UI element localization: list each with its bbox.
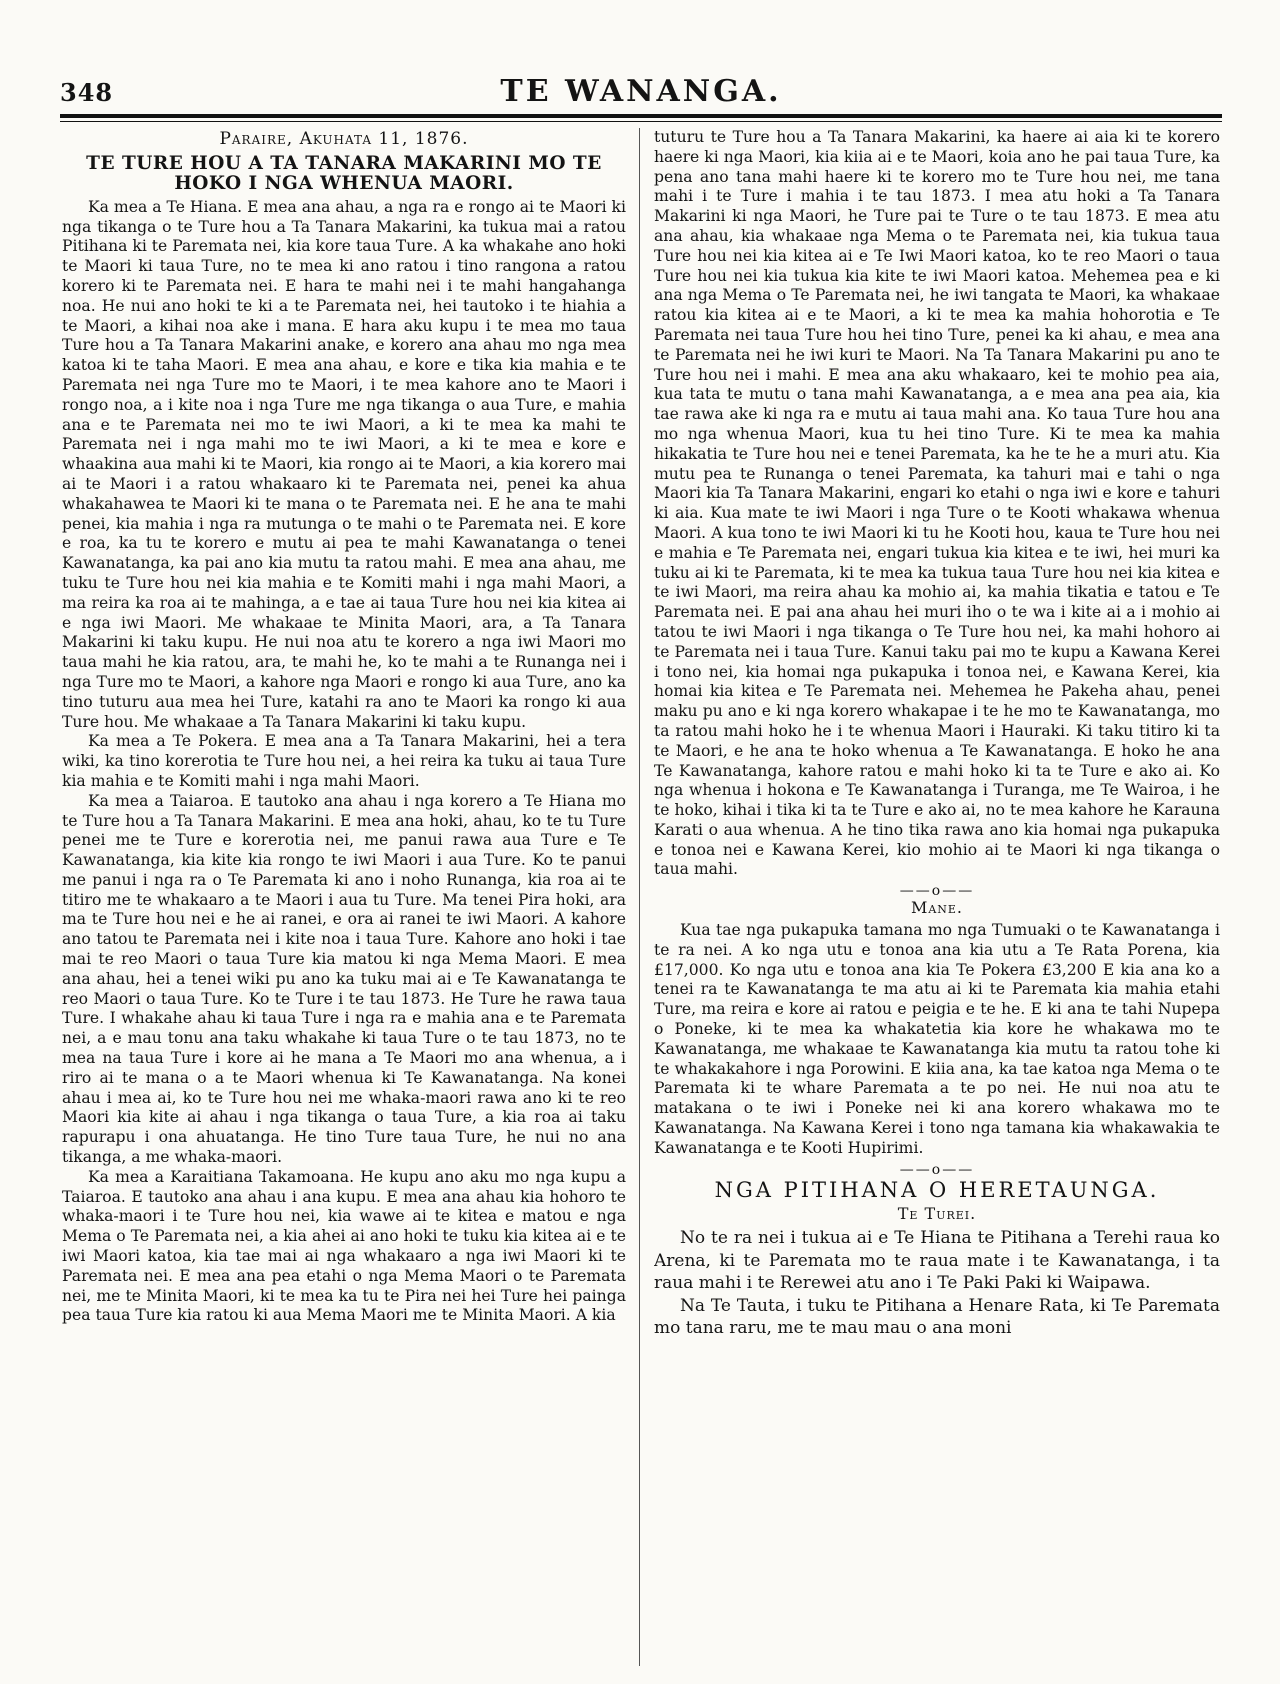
- mane-paragraph: Kua tae nga pukapuka tamana mo nga Tumuaki o te Kawanatanga i te ra nei. A ko nga utu e tonoa ana kia utu a Te Rata Porena, kia £17,000. Ko nga utu e tonoa ana kia Te Pokera £3,200 E kia ana ko a tenei ra te Kawanatanga te ma atu ai ki te Paremata kia mahia etahi Ture, ma reira e kore ai ratou e peigia e te he. E ki ana te tahi Nupepa o Poneke, ki te mea ka whakatetia kia kore he whakawa mo te Kawanatanga, me whakaae te Kawanatanga kia mutu ta ratou tohe ki te whakakahore i nga Porowini. E kiia ana, ka tae katoa nga Mema o te Paremata ki te whare Paremata a te po nei. He nui noa atu te matakana o te iwi i Poneke nei ki ana korero whakawa mo te Kawanatanga. Na Kawana Kerei i tono nga tamana kia whakawakia te Kawanatanga e te Kooti Hupirimi.: [654, 921, 1220, 1157]
- section-separator: ——o——: [899, 883, 975, 900]
- section-heading-pitihana: NGA PITIHANA O HERETAUNGA.: [714, 1177, 1160, 1202]
- page-number: 348: [60, 78, 114, 107]
- article-paragraph: Ka mea a Taiaroa. E tautoko ana ahau i nga korero a Te Hiana mo te Ture hou a Ta Tanara Makarini. E mea ana hoki, ahau, ko te tu Ture penei me te Ture e korerotia nei, me panui rawa aua Ture e Te Kawanatanga, kia kite kia rongo te iwi Maori i aua Ture. Ko te panui me panui i nga ra o Te Paremata ki ano i noho Runanga, kia roa ai te titiro me te whakaaro a te Maori i aua tu Ture. Ma tenei Pira hoki, ara ma te Ture hou nei e he ai ranei, e ora ai ranei te iwi Maori. A kahore ano tatou te Paremata nei i kite noa i taua Ture. Kahore ano hoki i tae mai te reo Maori o taua Ture kia matou ki nga Mema Maori. E mea ana ahau, hei a tenei wiki pu ano ka tuku mai ai e Te Kawanatanga te reo Maori o taua Ture. Ko te Ture i te tau 1873. He Ture he rawa taua Ture. I whakahe ahau ki taua Ture i nga ra e mahia ana e te Paremata nei, a e mau tonu ana taku whakahe ki taua Ture o te tau 1873, no te mea na taua Ture i kore ai he mana a Te Maori mo ana whenua, a i riro ai te mana o a te Maori whenua ki Te Kawanatanga. Na konei ahau i mea ai, ko te Ture hou nei me whaka-maori rawa ano ki te reo Maori kia kite ai ahau i nga tikanga o taua Ture, a kia roa ai taku rapurapu i ona ahuatanga. He tino Ture taua Ture, he nui no ana tikanga, a me whaka-maori.: [62, 791, 626, 1167]
- section-subheading: Te Turei.: [897, 1204, 977, 1224]
- article-paragraph: Ka mea a Te Pokera. E mea ana a Ta Tanara Makarini, hei a tera wiki, ka tino korerotia te Ture hou nei, a hei reira ka tuku ai taua Ture kia mahia e te Komiti mahi i nga mahi Maori.: [62, 732, 626, 790]
- section-separator: ——o——: [899, 1161, 975, 1178]
- masthead: [60, 70, 1222, 110]
- right-column: [654, 128, 1220, 1668]
- header-rule-thin: [60, 121, 1222, 122]
- section-heading-mane: Mane.: [910, 898, 964, 918]
- newspaper-title: TE WANANGA.: [500, 74, 782, 109]
- column-divider: [639, 128, 640, 1666]
- article-paragraph: Ka mea a Karaitiana Takamoana. He kupu ano aku mo nga kupu a Taiaroa. E tautoko ana ahau i ana kupu. E mea ana ahau kia hohoro te whaka-maori i te Ture hou nei, kia wawe ai te kitea e matou e nga Mema o Te Paremata nei, a kia ahei ai ano hoki te tuku kia kitea ai e te iwi Maori katoa, kia tae mai ai nga whakaaro a nga iwi Maori ki te Paremata nei. E mea ana pea etahi o nga Mema Maori o te Paremata nei, me te Minita Maori, ki te mea ka tu te Pira nei hei Ture hei painga pea taua Ture kia ratou ki aua Mema Maori me te Minita Maori. A kia: [62, 1167, 626, 1325]
- dateline: Paraire, Akuhata 11, 1876.: [219, 129, 469, 149]
- pitihana-paragraph: No te ra nei i tukua ai e Te Hiana te Pitihana a Terehi raua ko Arena, ki te Paremata mo te raua mate i te Kawanatanga, i ta raua mahi i te Rerewei atu ano i Te Paki Paki ki Waipawa.: [654, 1228, 1220, 1294]
- pitihana-paragraph: Na Te Tauta, i tuku te Pitihana a Henare Rata, ki Te Paremata mo tana raru, me te mau mau o ana moni: [654, 1295, 1220, 1339]
- header-rule-thick: [60, 114, 1222, 118]
- article-paragraph: tuturu te Ture hou a Ta Tanara Makarini, ka haere ai aia ki te korero haere ki nga Maori, kia kiia ai e te Maori, koia ano he pai taua Ture, ka pena ano tana mahi haere ki te korero mo te Ture hou nei, me tana mahi i te Ture i mahia i te tau 1873. I mea atu hoki a Ta Tanara Makarini ki nga Maori, he Ture pai te Ture o te tau 1873. E mea atu ana ahau, kia whakaae nga Mema o te Paremata nei, kia tukua taua Ture hou nei kia kitea ai e Te Iwi Maori katoa, ko te reo Maori o taua Ture hou nei kia tukua kia kite te iwi Maori katoa. Mehemea pea e ki ana nga Mema o Te Paremata nei, he iwi tangata te Maori, ka whakaae ratou kia kitea ai e te Maori, a ki te mea ka mahia hohorotia e Te Paremata nei taua Ture hou hei tino Ture, penei ka ki ahau, e mea ana te Paremata nei he iwi kuri te Maori. Na Ta Tanara Makarini pu ano te Ture hou nei i mahi. E mea ana aku whakaaro, kei te mohio pea aia, kua tata te mutu o tana mahi Kawanatanga, a e mea ana pea aia, kia tae rawa ake ki nga ra e mutu ai taua mahi ana. Ko taua Ture hou ana mo nga whenua Maori, kua tu hei tino Ture. Ki te mea ka mahia hikakatia te Ture hou nei e tenei Paremata, ka he te he a muri atu. Kia mutu pea te Runanga o tenei Paremata, ka tahuri mai e tahi o nga Maori kia Ta Tanara Makarini, engari ko etahi o nga iwi e kore e tahuri ki aia. Kua mate te iwi Maori i nga Ture o te Kooti whakawa whenua Maori. A kua tono te iwi Maori ki tu he Kooti hou, kaua te Ture hou nei e mahia e Te Paremata nei, engari tukua kia kitea e te iwi, hei muri ka tuku ai ki te Paremata, ki te mea ka tukua taua Ture hou nei kia kitea e te iwi Maori, ma reira ahau ka mohio ai, ka mahia tikatia e tatou e Te Paremata nei. E pai ana ahau hei muri iho o te wa i kite ai a i mohio ai tatou te iwi Maori i nga tikanga o Te Ture hou nei, ka mahi hohoro ai te Paremata nei i taua Ture. Kanui taku pai mo te kupu a Kawana Kerei i tono nei, kia homai nga pukapuka i tonoa nei, e Kawana Kerei, kia homai kia kitea e Te Paremata nei. Mehemea he Pakeha ahau, penei maku pu ano e ki nga korero whakapae i te he mo te Kawanatanga, mo ta ratou mahi hoko he i te whenua Maori i Hauraki. Ki taku titiro ki ta te Maori, e he ana te hoko whenua a Te Kawanatanga. E hoko he ana Te Kawanatanga, kahore ratou e mahi hoko ki ta te Ture e ako ai. Ko nga whenua i hokona e Te Kawanatanga i Turanga, me Te Wairoa, i he te hoko, kihai i tika ki ta te Ture e ako ai, no te mea kahore he Karauna Karati o aua whenua. A he tino tika rawa ano kia homai nga pukapuka e tonoa nei e Kawana Kerei, kio mohio ai te Maori ki nga tikanga o taua mahi.: [654, 128, 1220, 879]
- left-column: [62, 128, 626, 1668]
- article-headline: TE TURE HOU A TA TANARA MAKARINI MO TE HOKO I NGA WHENUA MAORI.: [86, 152, 602, 194]
- article-paragraph: Ka mea a Te Hiana. E mea ana ahau, a nga ra e rongo ai te Maori ki nga tikanga o te Ture hou a Ta Tanara Makarini, ka tukua mai a ratou Pitihana ki te Paremata nei, kia kore taua Ture. A ka whakahe ano hoki te Maori ki taua Ture, no te mea ki ano ratou i tino rangona a ratou korero ki te Paremata nei. E hara te mahi nei i te mahi hangahanga noa. He nui ano hoki te ki a te Paremata nei, hei tautoko i te hiahia a te Maori, a kihai noa ake i mana. E hara aku kupu i te mea mo taua Ture hou a Ta Tanara Makarini anake, e korero ana ahau mo nga mea katoa ki te taha Maori. E mea ana ahau, e kore e tika kia mahia e te Paremata nei nga Ture mo te Maori, i te mea kahore ano te Maori i rongo noa, a i kite noa i nga Ture me nga tikanga o aua Ture, e mahia ana e te Paremata nei mo te iwi Maori, a ki te mea ka mahi te Paremata nei i nga mahi mo te iwi Maori, a ki te mea e kore e whaakina aua mahi ki te Maori, kia rongo ai te Maori, a kia korero mai ai te Maori i a ratou whakaaro ki te Paremata nei, penei ka ahua whakahawea te Maori ki te mana o te Paremata nei. E he ana te mahi penei, kia mahia i nga ra mutunga o te mahi o te Paremata nei. E kore e roa, ka tu te korero e mutu ai pea te mahi Kawanatanga o tenei Kawanatanga, ka pai ano kia mutu ta ratou mahi. E mea ana ahau, me tuku te Ture hou nei kia mahia e te Komiti mahi i nga mahi Maori, a ma reira ka roa ai te mahinga, a e tae ai taua Ture hou nei kia kitea ai e nga iwi Maori. Me whakaae te Minita Maori, ara, a Ta Tanara Makarini ki taku kupu. He nui noa atu te korero a nga iwi Maori mo taua mahi he kia ratou, ara, te mahi he, ko te mahi a te Runanga nei i nga Ture mo te Maori, a kahore nga Maori e rongo ki aua Ture, ano ka tino tuturu aua mea hei Ture, katahi ra ano te Maori ka rongo ki aua Ture hou. Me whakaae a Ta Tanara Makarini ki taku kupu.: [62, 197, 626, 731]
